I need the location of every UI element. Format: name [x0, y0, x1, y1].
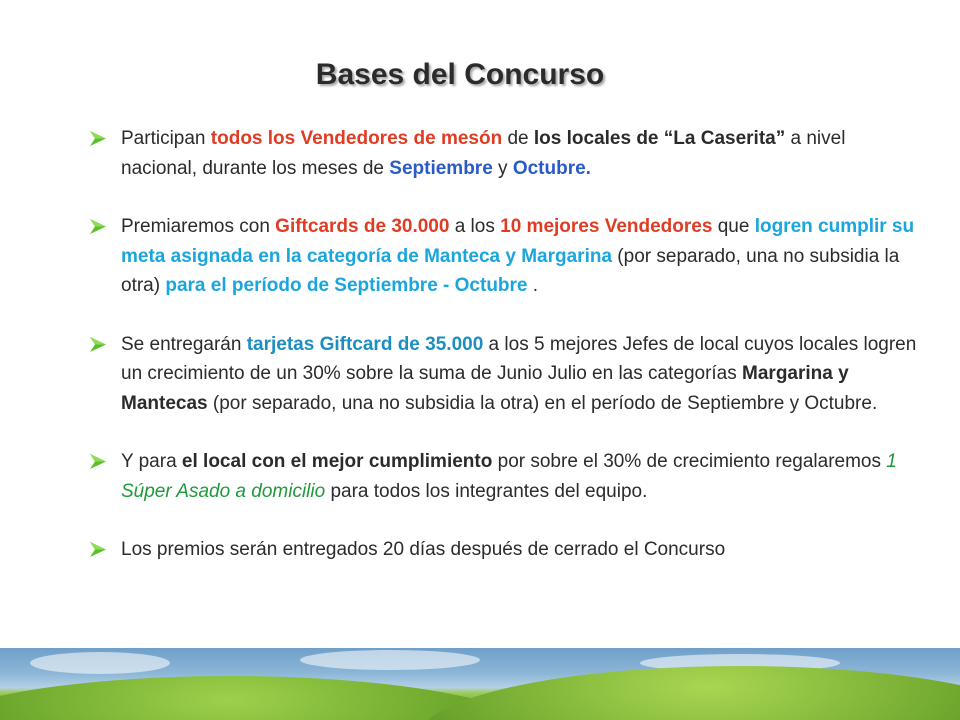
bullet-text-segment: para todos los integrantes del equipo. [325, 480, 648, 502]
bullet-text-segment: Octubre. [512, 157, 591, 179]
bullet-text-segment: a los 5 mejores Jefes de local cuyos locales logren un crecimiento de un 30% sobre la suma de Junio Julio en las categorías [121, 333, 917, 384]
green-arrow-bullet-icon [90, 542, 106, 557]
bullet-list [90, 124, 920, 594]
bullet-text-segment: Premiaremos con [121, 216, 276, 237]
bullet-text-segment: a los [449, 216, 501, 237]
cloud-shape [300, 650, 480, 670]
bullet-text-segment: todos los Vendedores de mesón [210, 128, 503, 149]
hill-shape [420, 666, 960, 720]
slide-title: Bases del Concurso [315, 58, 605, 91]
bullet-item [90, 330, 920, 419]
bullet-text-segment: y [492, 157, 513, 179]
bullet-text-segment: Margarina y Mantecas [121, 363, 849, 414]
bullet-text [121, 535, 920, 565]
green-arrow-bullet-icon [90, 219, 106, 234]
bullet-item [90, 212, 920, 301]
bullet-text-segment: (por separado, una no subsidia la otra) [121, 245, 900, 296]
bullet-text-segment: Giftcards de 30.000 [275, 216, 450, 237]
bullet-text-segment: para el período de Septiembre - Octubre [165, 275, 528, 296]
bullet-text-segment: Septiembre [389, 157, 493, 179]
bullet-item [90, 124, 920, 183]
bullet-text-segment: logren cumplir su meta asignada en la categoría de Manteca y Margarina [121, 216, 915, 267]
green-arrow-bullet-icon [90, 131, 106, 146]
green-arrow-bullet-icon [90, 454, 106, 469]
bullet-text-segment: Y para [121, 451, 182, 472]
bullet-text-segment: tarjetas Giftcard de 35.000 [246, 333, 484, 355]
bullet-text [121, 124, 920, 183]
bullet-text-segment: los locales de “La Caserita” [533, 128, 786, 149]
bullet-item [90, 447, 920, 506]
bullet-text-segment: el local con el mejor cumplimiento [181, 451, 493, 472]
bullet-text-segment: que [712, 216, 755, 237]
bullet-text-segment: . [527, 275, 539, 296]
bullet-text-segment: Participan [121, 128, 211, 149]
bullet-text-segment: a nivel nacional, durante los meses de [121, 128, 846, 179]
bullet-text [121, 447, 920, 506]
grass-landscape-image [0, 648, 960, 720]
bullet-text-segment: Los premios serán entregados 20 días después de cerrado el Concurso [121, 539, 726, 560]
cloud-shape [30, 652, 170, 674]
bullet-text [121, 212, 920, 301]
bullet-text-segment: de [502, 128, 534, 149]
bullet-text-segment: 1 Súper Asado a domicilio [121, 451, 897, 502]
bullet-text-segment: Se entregarán [121, 333, 247, 355]
green-arrow-bullet-icon [90, 337, 106, 352]
bullet-text-segment: (por separado, una no subsidia la otra) en el período de Septiembre y Octubre. [207, 392, 878, 414]
bullet-item [90, 535, 920, 565]
bullet-text-segment: 10 mejores Vendedores [500, 216, 713, 237]
bullet-text [121, 330, 920, 419]
bullet-text-segment: por sobre el 30% de crecimiento regalaremos [492, 451, 887, 472]
